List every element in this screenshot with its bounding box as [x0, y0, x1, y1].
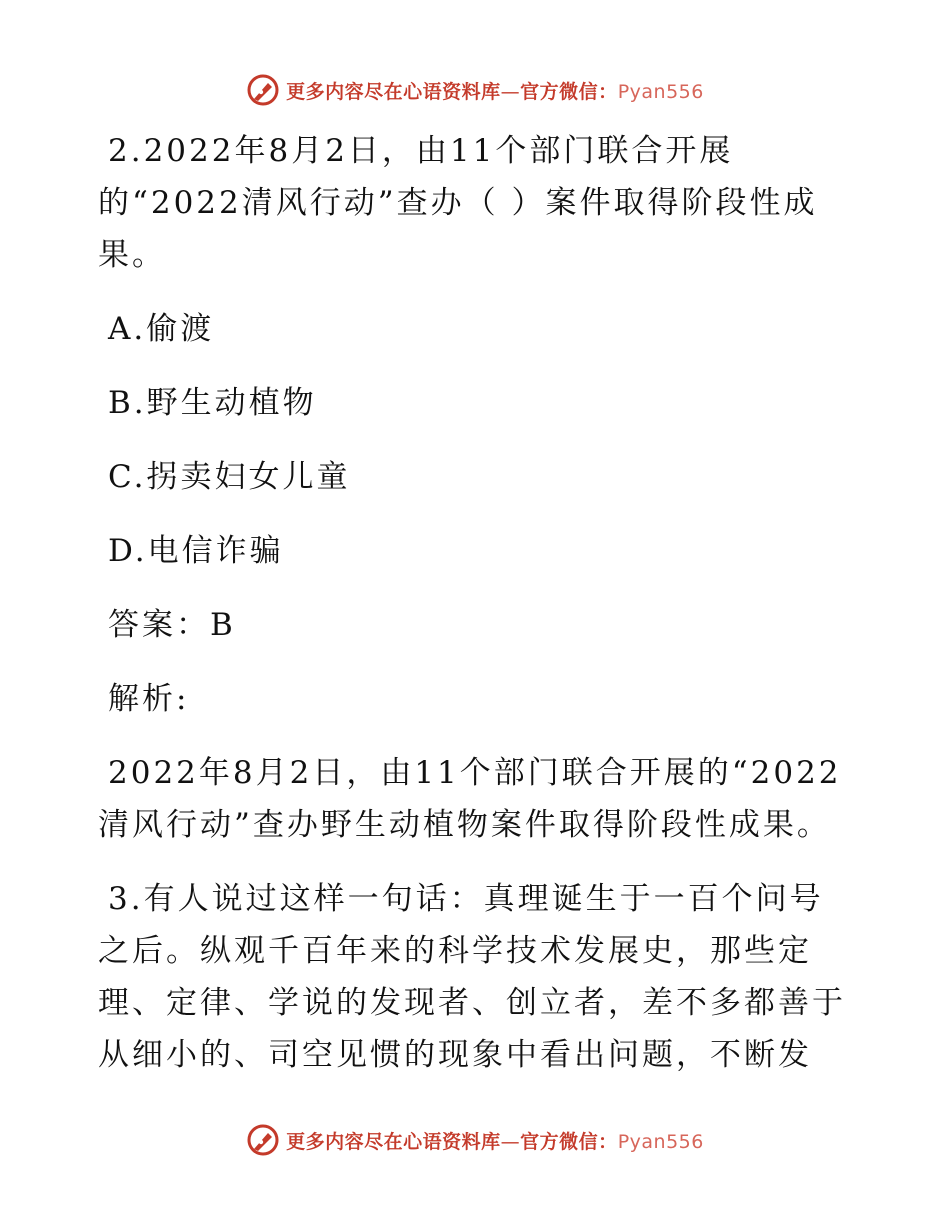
- analysis-line-1: 2022年8月2日，由11个部门联合开展的“2022: [108, 755, 842, 791]
- question2-line-1: 2.2022年8月2日，由11个部门联合开展: [108, 133, 734, 169]
- question3-line-2: 之后。纵观千百年来的科学技术发展史，那些定: [98, 933, 812, 969]
- header-wechat-id: Pyan556: [617, 80, 704, 103]
- pen-logo-icon: [246, 1123, 280, 1157]
- footer-dash: —: [500, 1130, 521, 1153]
- footer-wechat-id: Pyan556: [617, 1130, 704, 1153]
- question2-line-3: 果。: [98, 237, 166, 273]
- option-d: D.电信诈骗: [108, 533, 284, 569]
- answer-text: 答案：B: [108, 607, 236, 643]
- question3-line-4: 从细小的、司空见惯的现象中看出问题，不断发: [98, 1037, 812, 1073]
- header-watermark-bottom: [0, 1120, 950, 1160]
- question3-line-3: 理、定律、学说的发现者、创立者，差不多都善于: [98, 985, 846, 1021]
- option-c: C.拐卖妇女儿童: [108, 459, 351, 495]
- header-dash: —: [500, 80, 521, 103]
- question2-line-2: 的“2022清风行动”查办（ ）案件取得阶段性成: [98, 185, 818, 221]
- footer-site-text: 更多内容尽在心语资料库: [286, 1130, 501, 1153]
- analysis-label: 解析:: [108, 681, 190, 717]
- analysis-line-2: 清风行动”查办野生动植物案件取得阶段性成果。: [98, 807, 831, 843]
- header-text: [286, 77, 704, 104]
- document-content: [98, 125, 858, 1081]
- footer-text: [286, 1127, 704, 1154]
- header-site-text: 更多内容尽在心语资料库: [286, 80, 501, 103]
- question3-line-1: 3.有人说过这样一句话：真理诞生于一百个问号: [108, 881, 824, 917]
- header-watermark-top: [0, 70, 950, 110]
- header-wechat-label: 官方微信：: [520, 80, 618, 103]
- option-a: A.偷渡: [108, 311, 215, 347]
- pen-logo-icon: [246, 73, 280, 107]
- option-b: B.野生动植物: [108, 385, 317, 421]
- footer-wechat-label: 官方微信：: [520, 1130, 618, 1153]
